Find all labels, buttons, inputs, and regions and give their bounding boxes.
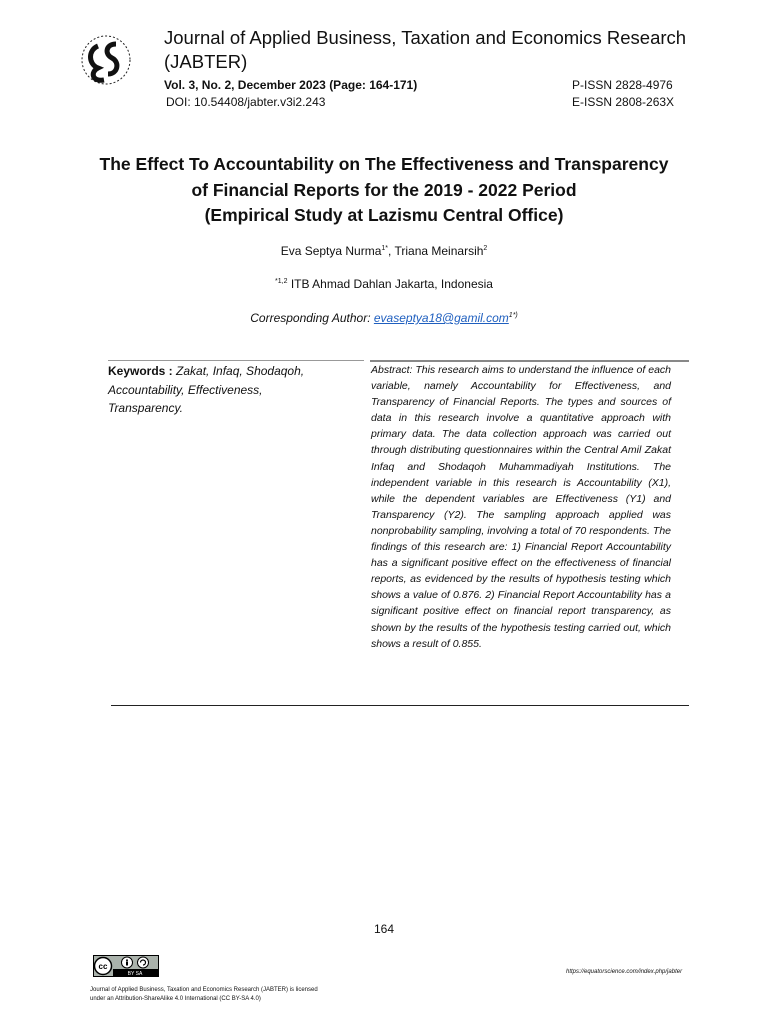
corresponding-email-link[interactable]: evaseptya18@gamil.com — [373, 311, 509, 325]
divider — [108, 360, 364, 361]
abstract-text: Abstract: This research aims to understand the influence of each variable, namely Accountability for Effectiveness, and Transparency of Financial Reports. The types and sources of data in this research involve a quantitative approach with primary data. The data collection approach was carried out through distributing questionnaires within the Central Amil Zakat Infaq and Shodaqoh Muhammadiyah Institutions. The independent variable in this research is Accountability (X1), while the dependent variables are Effectiveness (Y1) and Transparency (Y2). The sampling approach applied was nonprobability sampling, involving a total of 70 respondents. The findings of this research are: 1) Financial Report Accountability has a significant positive effect on the effectiveness of financial reports, as evidenced by the results of hypothesis testing which shows a value of 0.876. 2) Financial Report Accountability has a significant positive effect on financial report transparency, as shown by the results of the hypothesis testing carried out, which shows a result of 0.855. — [371, 364, 671, 650]
author-list — [0, 244, 768, 258]
author-2-marker: 2 — [483, 245, 488, 252]
journal-url[interactable]: https://equatorscience.com/index.php/jabter — [566, 969, 683, 975]
paper-title — [60, 152, 708, 229]
cc-by-sa-icon[interactable] — [93, 955, 159, 977]
volume-info: Vol. 3, No. 2, December 2023 (Page: 164-171) — [164, 78, 418, 92]
divider — [111, 705, 689, 706]
journal-title: Journal of Applied Business, Taxation and Economics Research (JABTER) — [164, 27, 687, 72]
page-number: 164 — [373, 922, 395, 936]
affiliation-marker: *1,2 — [275, 278, 288, 285]
corresponding-author — [0, 311, 768, 325]
affiliation — [0, 277, 768, 291]
keywords-text: Zakat, Infaq, Shodaqoh, Accountability, Effectiveness, Transparency. — [108, 364, 305, 415]
author-2: , Triana Meinarsih — [388, 244, 484, 258]
title-line-3: (Empirical Study at Lazismu Central Office) — [204, 205, 564, 225]
journal-logo-icon — [80, 34, 132, 86]
license-line-2: under an Attribution-ShareAlike 4.0 International (CC BY-SA 4.0) — [90, 996, 261, 1002]
keywords-block — [108, 362, 338, 418]
corresponding-marker: 1*) — [508, 312, 518, 319]
license-text — [90, 986, 410, 1004]
title-line-2: of Financial Reports for the 2019 - 2022 Period — [191, 179, 577, 200]
author-1: Eva Septya Nurma — [280, 244, 382, 258]
svg-text:cc: cc — [98, 962, 108, 971]
corresponding-label: Corresponding Author: — [250, 311, 374, 325]
e-issn: E-ISSN 2808-263X — [572, 95, 675, 109]
cc-badge-label: BY SA — [127, 971, 143, 977]
license-line-1: Journal of Applied Business, Taxation and Economics Research (JABTER) is licensed — [90, 987, 318, 993]
p-issn: P-ISSN 2828-4976 — [572, 78, 673, 92]
doi[interactable]: DOI: 10.54408/jabter.v3i2.243 — [166, 95, 326, 109]
affiliation-text: ITB Ahmad Dahlan Jakarta, Indonesia — [287, 277, 493, 291]
keywords-label: Keywords : — [108, 364, 173, 378]
author-1-marker: 1* — [381, 245, 389, 252]
title-line-1: The Effect To Accountability on The Effectiveness and Transparency — [99, 154, 669, 174]
